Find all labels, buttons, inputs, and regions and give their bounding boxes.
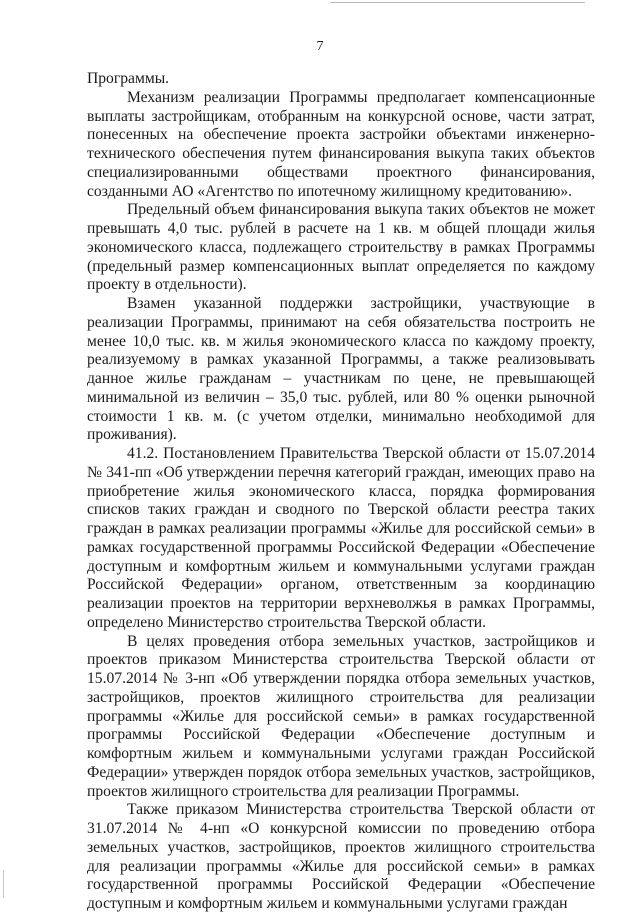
paragraph-financing-limit: Предельный объем финансирования выкупа таких объектов не может превышать 4,0 тыс. рублей в расчете на 1 кв. м общей площади жилья экономического класса, подлежащего строительству в рамках Программы (предельный размер компенсационных выплат определяется по каждому проекту в отдельности).	[87, 201, 595, 294]
paragraph-continuation: Программы.	[87, 70, 170, 87]
page-number: 7	[316, 39, 324, 54]
paragraph-developer-obligations: Взамен указанной поддержки застройщики, участвующие в реализации Программы, принимают на себя обязательства построить не менее 10,0 тыс. кв. м жилья экономического класса по каждому проекту, реализуемому в рамках указанной Программы, а также реализовывать данное жилье гражданам – участникам по цене, не превышающей минимальной из величин – 35,0 тыс. рублей, или 80 % оценки рыночной стоимости 1 кв. м. (с учетом отделки, минимально необходимой для проживания).	[87, 295, 595, 444]
paragraph-program-mechanism: Механизм реализации Программы предполагает компенсационные выплаты застройщикам, отобранным на конкурсной основе, части затрат, понесенных на обеспечение проекта застройки объектами инженерно-технического обеспечения путем финансирования выкупа таких объектов специализированными обществами проектного финансирования, созданными АО «Агентство по ипотечному жилищному кредитованию».	[87, 88, 595, 200]
paragraph-commission-order: Также приказом Министерства строительства Тверской области от 31.07.2014 № 4-нп «О конкурсной комиссии по проведению отбора земельных участков, застройщиков, проектов жилищного строительства для реализации программы «Жилье для российской семьи» в рамках государственной программы Российской Федерации «Обеспечение доступным и комфортным жильем и коммунальными услугами граждан	[87, 801, 595, 912]
document-body	[87, 70, 595, 914]
scan-left-edge	[3, 870, 4, 898]
scan-top-rule	[330, 2, 585, 3]
paragraph-section-41-2: 41.2. Постановлением Правительства Тверской области от 15.07.2014 № 341-пп «Об утверждении перечня категорий граждан, имеющих право на приобретение жилья экономического класса, порядка формирования списков таких граждан и сводного по Тверской области реестра таких граждан в рамках реализации программы «Жилье для российской семьи» в рамках государственной программы Российской Федерации «Обеспечение доступным и комфортным жильем и коммунальными услугами граждан Российской Федерации» органом, ответственным за координацию реализации проектов на территории верхневолжья в рамках Программы, определено Министерство строительства Тверской области.	[87, 445, 595, 631]
paragraph-selection-order: В целях проведения отбора земельных участков, застройщиков и проектов приказом Министерства строительства Тверской области от 15.07.2014 № 3-нп «Об утверждении порядка отбора земельных участков, застройщиков, проектов жилищного строительства для реализации программы «Жилье для российской семьи» в рамках государственной программы Российской Федерации «Обеспечение доступным и комфортным жильем и коммунальными услугами граждан Российской Федерации» утвержден порядок отбора земельных участков, застройщиков, проектов жилищного строительства для реализации Программы.	[87, 632, 595, 800]
